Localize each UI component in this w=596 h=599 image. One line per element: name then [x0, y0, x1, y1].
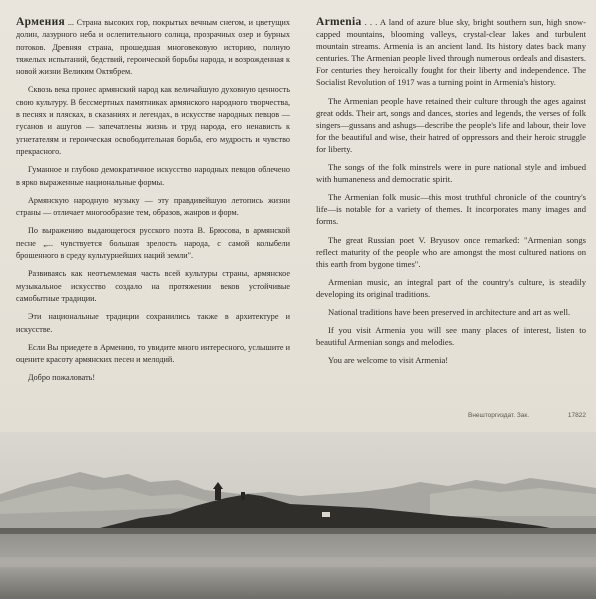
english-paragraph: National traditions have been preserved in architecture and art as well.	[328, 306, 571, 317]
english-paragraph: The songs of the folk minstrels were in pure national style and imbued with humaneness and democratic spirit.	[316, 162, 586, 185]
russian-text-column	[16, 16, 290, 391]
russian-closing: Добро пожаловать!	[28, 373, 96, 383]
publisher-name: Внешторгиздат. Зак.	[468, 412, 530, 419]
english-text-column	[316, 16, 586, 372]
monastery-chapel	[241, 492, 245, 500]
water-shimmer	[0, 557, 596, 567]
publisher-imprint	[468, 412, 586, 420]
english-paragraph: Armenian music, an integral part of the country's culture, is steadily developing its original traditions.	[316, 276, 586, 299]
russian-paragraph: Армянскую народную музыку — эту правдивейшую летопись жизни страны — отличает многообразие тем, образов, жанров и форм.	[16, 195, 290, 218]
english-intro-paragraph: Armenia . . . A land of azure blue sky, bright southern sun, high snow-capped mountains, blooming valleys, crystal-clear lakes and turbulent mountain streams. Armenia is an ancient land. Its history dates back many centuries. The Armenian people lived through numerous ordeals and disasters. For centuries they heroically fought for their liberty and independence. The Socialist Revolution of 1917 was a turning point in Armenia's history.	[316, 16, 586, 88]
russian-paragraph: По выражению выдающегося русского поэта В. Брюсова, в армянской песне „... чувствуется большая зрелость народа, с самой колыбели брошенного в среду культурнейших наций земли".	[16, 226, 290, 261]
lake-sevan-photo	[0, 432, 596, 599]
russian-lead-word: Армения	[16, 16, 66, 28]
russian-paragraph: Гуманное и глубоко демократичное искусство народных певцов облечено в ярко выраженные национальные формы.	[16, 165, 290, 187]
monastery-tower	[215, 488, 221, 500]
russian-paragraph: Сквозь века пронес армянский народ как величайшую духовную ценность свою культуру. В бессмертных памятниках армянского народного творчества, в песнях и плясках, в сказаниях и легендах, в искусстве народных певцов — гусанов и ашугов — запечатлены жизнь и труд народа, его ненависть к угнетателям и героическая освободительная борьба, его мудрость и чувство прекрасного.	[16, 85, 290, 156]
lakeside-building	[322, 512, 330, 517]
english-paragraph: The Armenian people have retained their culture through the ages against great odds. Their art, songs and dances, stories and legends, the verses of folk singers—gussans and ashugs—describe the people's life and labour, their love for the beautiful and wise, their hatred of oppressors and their heroic struggle for liberty.	[316, 95, 586, 154]
english-paragraph: The Armenian folk music—this most truthful chronicle of the country's life—is notable for a variety of themes. It incorporates many images and forms.	[316, 192, 586, 227]
english-lead-word: Armenia	[316, 16, 362, 28]
russian-paragraph: Если Вы приедете в Армению, то увидите много интересного, услышите и оцените красоту армянских песен и мелодий.	[16, 342, 290, 365]
english-closing: You are welcome to visit Armenia!	[328, 355, 449, 366]
snow-slopes-right	[430, 488, 596, 516]
order-number: 17822	[567, 412, 586, 419]
shore-reflection	[0, 528, 596, 534]
english-paragraph: If you visit Armenia you will see many places of interest, listen to beautiful Armenian songs and melodies.	[316, 325, 586, 348]
english-paragraph: The great Russian poet V. Bryusov once remarked: "Armenian songs reflect maturity of the people who are amongst the most cultured nations on this earth from bygone times".	[316, 234, 586, 269]
russian-paragraph: Развиваясь как неотъемлемая часть всей культуры страны, армянское музыкальное искусство создало на протяжении веков устойчивые самобытные традиции.	[16, 269, 290, 303]
russian-intro-paragraph: Армения ... Страна высоких гор, покрытых вечным снегом, и цветущих долин, лазурного неба и ослепительного солнца, прозрачных озер и бурных потоков. Древняя страна, прошедшая многовековую историю, полную тяжелых испытаний, бедствий, героической борьбы народа, и возрожденная к новой жизни Великим Октябрем.	[16, 16, 290, 77]
russian-paragraph: Эти национальные традиции сохранились также в архитектуре и искусстве.	[16, 312, 290, 334]
